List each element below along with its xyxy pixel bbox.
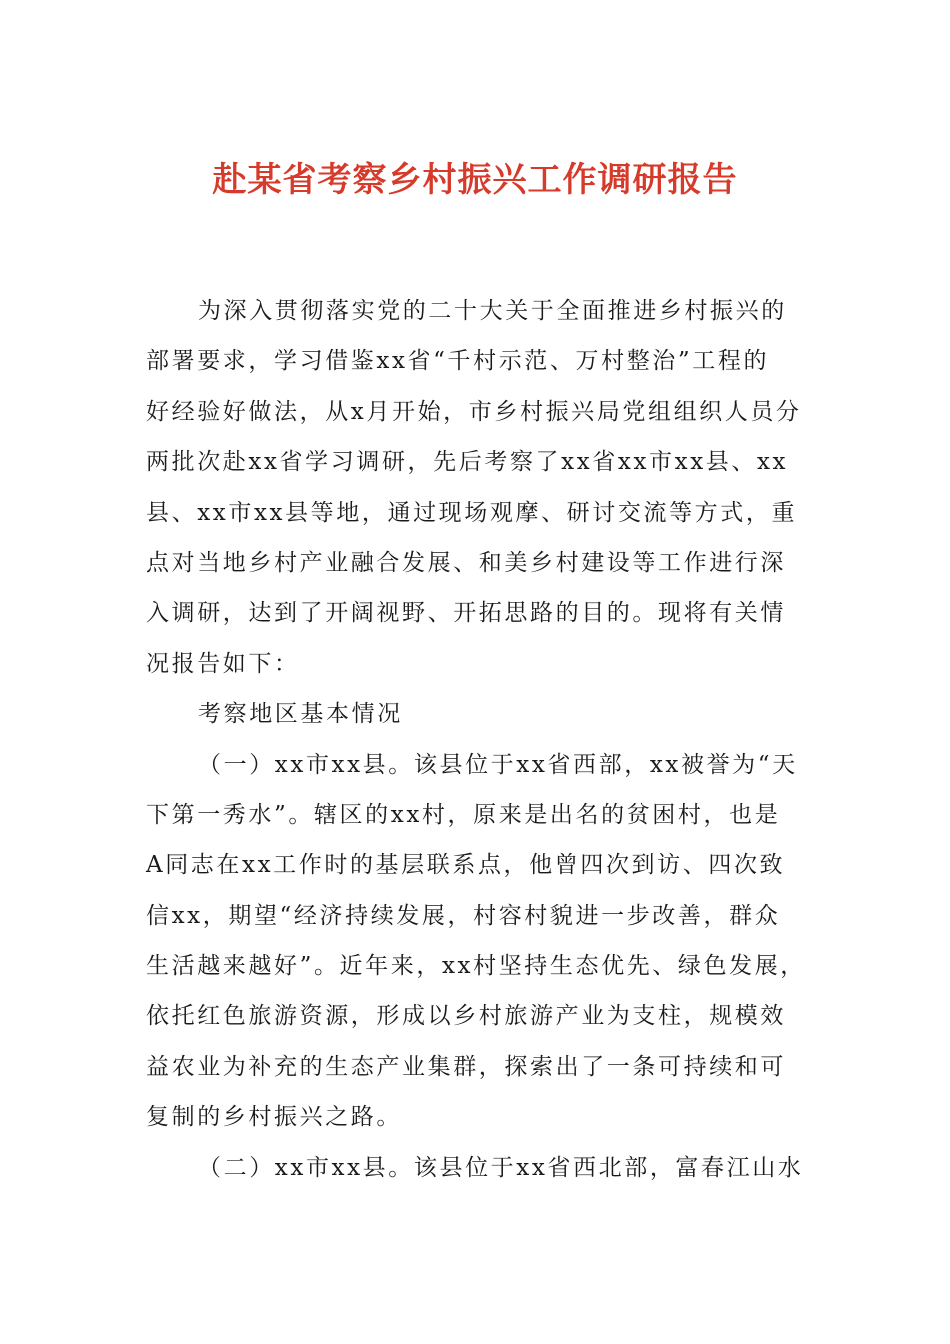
paragraph-line: 复制的乡村振兴之路。	[146, 1104, 402, 1131]
paragraph-line: 好经验好做法，从x月开始，市乡村振兴局党组组织人员分	[146, 398, 802, 425]
paragraph-line: 部署要求，学习借鉴xx省“千村示范、万村整治”工程的	[146, 348, 770, 375]
paragraph-line: 生活越来越好”。近年来，xx村坚持生态优先、绿色发展，	[146, 953, 806, 980]
paragraph-line: 两批次赴xx省学习调研，先后考察了xx省xx市xx县、xx	[146, 449, 789, 476]
paragraph-line: A同志在xx工作时的基层联系点，他曾四次到访、四次致	[146, 852, 786, 879]
paragraph-line: 县、xx市xx县等地，通过现场观摩、研讨交流等方式，重	[146, 499, 798, 526]
section-heading: 考察地区基本情况	[198, 701, 403, 728]
paragraph-line: 依托红色旅游资源，形成以乡村旅游产业为支柱，规模效	[146, 1003, 786, 1030]
paragraph-line: 益农业为补充的生态产业集群，探索出了一条可持续和可	[146, 1053, 786, 1080]
paragraph-line: 入调研，达到了开阔视野、开拓思路的目的。现将有关情	[146, 600, 786, 627]
paragraph-line: 况报告如下：	[146, 650, 300, 677]
paragraph-line: （一）xx市xx县。该县位于xx省西部，xx被誉为“天	[198, 751, 798, 778]
paragraph-line: （二）xx市xx县。该县位于xx省西北部，富春江山水	[198, 1154, 804, 1181]
document-title: 赴某省考察乡村振兴工作调研报告	[212, 160, 738, 200]
paragraph-line: 信xx，期望“经济持续发展，村容村貌进一步改善，群众	[146, 902, 781, 929]
paragraph-line: 为深入贯彻落实党的二十大关于全面推进乡村振兴的	[198, 298, 787, 324]
paragraph-line: 点对当地乡村产业融合发展、和美乡村建设等工作进行深	[146, 549, 786, 576]
document-body	[146, 286, 808, 1193]
paragraph-line: 下第一秀水”。辖区的xx村，原来是出名的贫困村，也是	[146, 801, 781, 828]
